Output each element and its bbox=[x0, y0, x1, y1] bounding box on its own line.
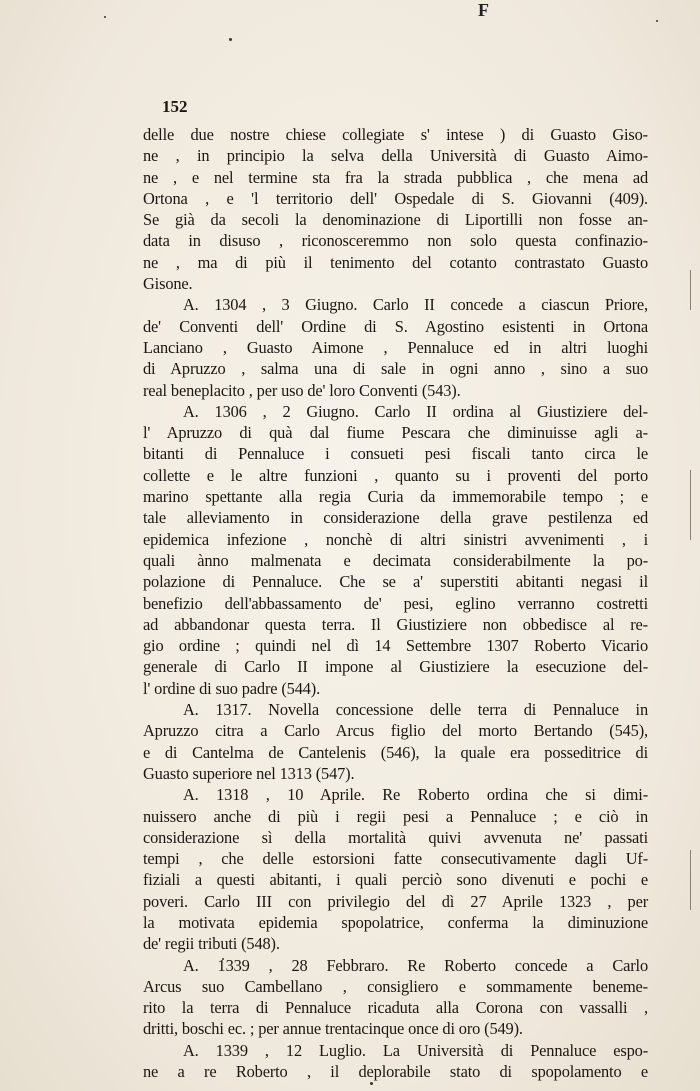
text-line: Gisone. bbox=[143, 274, 193, 294]
text-line: data in disuso , riconosceremmo non solo questa confinazio- bbox=[143, 231, 648, 251]
text-line: bitanti di Pennaluce i consueti pesi fiscali tanto circa le bbox=[143, 444, 648, 464]
text-line: A. 1318 , 10 Aprile. Re Roberto ordina che si dimi- bbox=[183, 785, 648, 805]
text-line: ne a re Roberto , il deplorabile stato di spopolamento e bbox=[143, 1062, 648, 1082]
text-line: ne , ma di più il tenimento del cotanto contrastato Guasto bbox=[143, 252, 648, 272]
text-line: de' regii tributi (548). bbox=[143, 934, 280, 954]
text-line: A. 1339 , 28 Febbraro. Re Roberto concede a Carlo bbox=[183, 955, 648, 975]
text-line: nuissero anche di più i regii pesi a Pennaluce ; e ciò in bbox=[143, 806, 648, 826]
text-line: collette e le altre funzioni , quanto su i proventi del porto bbox=[143, 465, 648, 485]
text-line: Se già da secoli la denominazione di Liportilli non fosse an- bbox=[143, 210, 648, 230]
text-line: gio ordine ; quindi nel dì 14 Settembre 1307 Roberto Vicario bbox=[143, 636, 648, 656]
text-line: ne , in principio la selva della Università di Guasto Aimo- bbox=[143, 146, 648, 166]
text-line: benefizio dell'abbassamento de' pesi, eglino verranno costretti bbox=[143, 593, 648, 613]
body-text bbox=[143, 124, 648, 1082]
text-line: e di Cantelma de Cantelenis (546), la quale era posseditrice di bbox=[143, 742, 648, 762]
text-line: Guasto superiore nel 1313 (547). bbox=[143, 763, 355, 783]
text-line: l' Apruzzo di quà dal fiume Pescara che diminuisse agli a- bbox=[143, 423, 648, 443]
text-line: di Apruzzo , salma una di sale in ogni anno , sino a suo bbox=[143, 359, 648, 379]
text-line: quali ànno malmenata e decimata considerabilmente la po- bbox=[143, 550, 648, 570]
ink-speck bbox=[104, 16, 106, 18]
text-line: l' ordine di suo padre (544). bbox=[143, 678, 321, 698]
page-number: 152 bbox=[162, 97, 188, 116]
text-line: ne , e nel termine sta fra la strada pubblica , che mena ad bbox=[143, 167, 648, 187]
text-line: A. 1306 , 2 Giugno. Carlo II ordina al Giustiziere del- bbox=[183, 401, 648, 421]
text-line: de' Conventi dell' Ordine di S. Agostino esistenti in Ortona bbox=[143, 316, 648, 336]
text-line: ad abbandonar questa terra. Il Giustiziere non obbedisce al re- bbox=[143, 614, 648, 634]
text-line: A. 1317. Novella concessione delle terra di Pennaluce in bbox=[183, 700, 648, 720]
page-edge-line bbox=[690, 470, 691, 540]
text-line: Lanciano , Guasto Aimone , Pennaluce ed in altri luoghi bbox=[143, 337, 648, 357]
ink-speck bbox=[656, 20, 658, 22]
text-line: marino spettante alla regia Curia da immemorabile tempo ; e bbox=[143, 487, 648, 507]
text-line: fiziali a questi abitanti, i quali perciò sono divenuti e pochi e bbox=[143, 870, 648, 890]
text-line: Arcus suo Cambellano , consigliero e sommamente beneme- bbox=[143, 976, 648, 996]
ink-speck bbox=[370, 1082, 373, 1085]
page-edge-line bbox=[690, 270, 691, 310]
text-line: Ortona , e 'l territorio dell' Ospedale di S. Giovanni (409). bbox=[143, 188, 648, 208]
page-edge-line bbox=[690, 850, 691, 910]
text-line: polazione di Pennaluce. Che se a' superstiti abitanti negasi il bbox=[143, 572, 648, 592]
text-line: dritti, boschi ec. ; per annue trentacinque once di oro (549). bbox=[143, 1019, 523, 1039]
text-line: A. 1304 , 3 Giugno. Carlo II concede a ciascun Priore, bbox=[183, 295, 648, 315]
text-line: poveri. Carlo III con privilegio del dì 27 Aprile 1323 , per bbox=[143, 891, 648, 911]
text-line: considerazione sì della mortalità quivi avvenuta ne' passati bbox=[143, 827, 648, 847]
text-line: generale di Carlo II impone al Giustiziere la esecuzione del- bbox=[143, 657, 648, 677]
text-line: la motivata epidemia spopolatrice, conferma la diminuzione bbox=[143, 912, 648, 932]
text-line: epidemica infezione , nonchè di altri sinistri avvenimenti , i bbox=[143, 529, 648, 549]
text-line: A. 1339 , 12 Luglio. La Università di Pennaluce espo- bbox=[183, 1040, 648, 1060]
text-line: tempi , che delle estorsioni fatte consecutivamente dagli Uf- bbox=[143, 849, 648, 869]
text-line: real beneplacito , per uso de' loro Conventi (543). bbox=[143, 380, 461, 400]
corner-mark: F bbox=[478, 0, 489, 20]
text-line: tale alleviamento in considerazione della grave pestilenza ed bbox=[143, 508, 648, 528]
text-line: rito la terra di Pennaluce ricaduta alla Corona con vassalli , bbox=[143, 998, 648, 1018]
text-line: delle due nostre chiese collegiate s' intese ) di Guasto Giso- bbox=[143, 125, 648, 144]
ink-speck bbox=[229, 38, 232, 41]
text-line: Apruzzo citra a Carlo Arcus figlio del morto Bertando (545), bbox=[143, 721, 648, 741]
